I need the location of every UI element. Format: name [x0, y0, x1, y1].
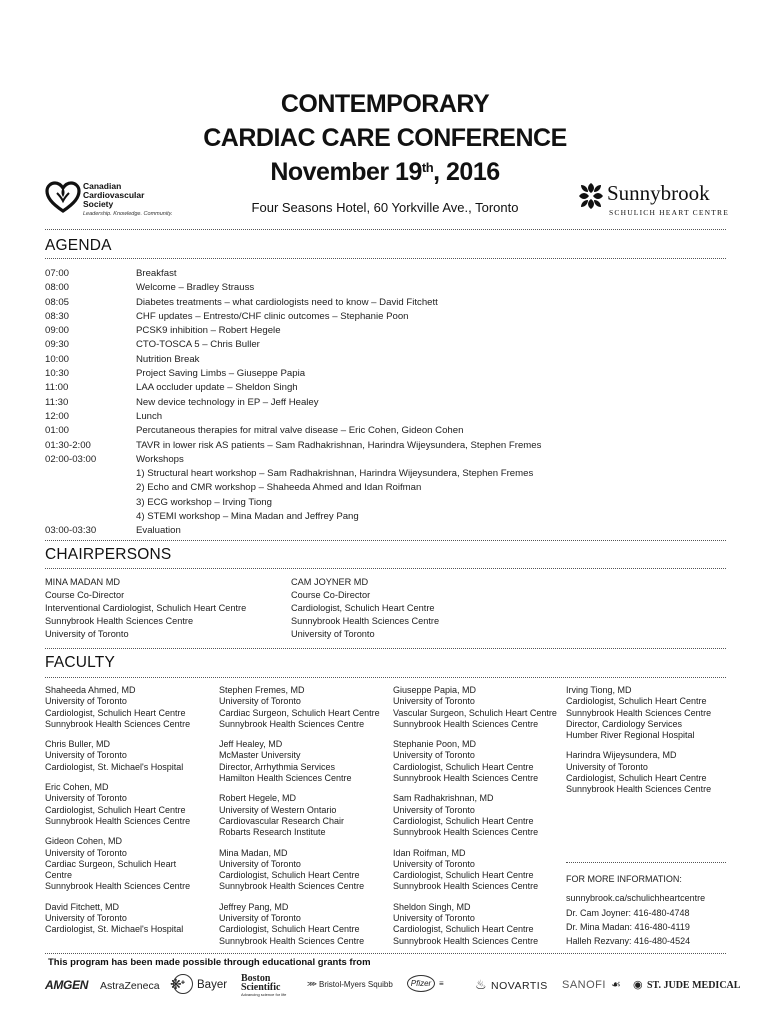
ccs-name-line1: Canadian: [83, 181, 122, 191]
faculty-name: Jeff Healey, MD: [219, 739, 283, 750]
faculty-name: Sheldon Singh, MD: [393, 901, 471, 912]
faculty-detail: Cardiologist, Schulich Heart Centre: [219, 870, 360, 881]
agenda-item: PCSK9 inhibition – Robert Hegele: [136, 325, 281, 337]
agenda-list: [45, 267, 735, 539]
ccs-name-line3: Society: [83, 199, 114, 209]
chairperson-detail: University of Toronto: [291, 628, 375, 639]
agenda-row: [45, 267, 735, 281]
faculty-detail: University of Western Ontario: [219, 804, 337, 815]
agenda-item: Workshops: [136, 453, 184, 465]
agenda-item: 3) ECG workshop – Irving Tiong: [136, 496, 272, 508]
faculty-detail: Cardiologist, Schulich Heart Centre: [393, 815, 534, 826]
faculty-detail: Vascular Surgeon, Schulich Heart Centre: [393, 707, 557, 718]
agenda-time: 02:00-03:00: [45, 453, 97, 465]
agenda-time: [45, 510, 136, 524]
sponsor-amgen: AMGEN: [45, 978, 89, 992]
agenda-heading: AGENDA: [45, 237, 112, 254]
faculty-name: Eric Cohen, MD: [45, 782, 109, 793]
agenda-time: 11:00: [45, 382, 69, 394]
faculty-detail: Cardiologist, Schulich Heart Centre: [45, 804, 186, 815]
faculty-detail: McMaster University: [219, 750, 301, 761]
faculty-name: Jeffrey Pang, MD: [219, 901, 289, 912]
faculty-detail: Cardiac Surgeon, Schulich Heart: [45, 858, 177, 869]
faculty-detail: Director, Cardiology Services: [566, 718, 683, 729]
agenda-time: 09:00: [45, 325, 70, 337]
faculty-detail: Cardiologist, Schulich Heart Centre: [45, 707, 186, 718]
agenda-row: [45, 338, 735, 352]
agenda-row: [45, 367, 735, 381]
faculty-column-3: [393, 685, 557, 956]
faculty-detail: University of Toronto: [45, 696, 127, 707]
faculty-detail: Humber River Regional Hospital: [566, 730, 695, 741]
faculty-name: Mina Madan, MD: [219, 847, 288, 858]
agenda-row: [45, 381, 735, 395]
pfizer-lines-icon: ≡: [439, 979, 443, 988]
agenda-time: 01:30-2:00: [45, 439, 91, 451]
chairperson-detail: Sunnybrook Health Sciences Centre: [45, 615, 194, 626]
agenda-time: 11:30: [45, 396, 69, 408]
faculty-name: Shaheeda Ahmed, MD: [45, 685, 136, 695]
agenda-row: [45, 410, 735, 424]
faculty-detail: University of Toronto: [393, 696, 475, 707]
agenda-item: 4) STEMI workshop – Mina Madan and Jeffrey Pang: [136, 511, 359, 523]
faculty-detail: University of Toronto: [393, 750, 475, 761]
agenda-item: Welcome – Bradley Strauss: [136, 282, 255, 294]
more-info-heading: FOR MORE INFORMATION:: [566, 874, 682, 884]
chairperson-name: MINA MADAN MD: [45, 577, 121, 587]
ccs-heart-icon: [45, 180, 81, 216]
faculty-entry: [45, 836, 190, 892]
divider: [45, 258, 726, 259]
faculty-entry: [45, 739, 190, 773]
divider: [45, 229, 726, 230]
faculty-detail: University of Toronto: [393, 858, 475, 869]
faculty-entry: [45, 782, 190, 827]
sponsor-astrazeneca-swirl-icon: ❋: [170, 976, 182, 992]
faculty-detail: Sunnybrook Health Sciences Centre: [219, 935, 365, 946]
sponsor-st-jude-medical: ST. JUDE MEDICAL: [647, 980, 741, 991]
chairperson-joyner: [291, 576, 439, 641]
faculty-name: Gideon Cohen, MD: [45, 836, 123, 847]
divider: [45, 677, 726, 678]
agenda-time: 01:00: [45, 425, 70, 437]
sunnybrook-name: Sunnybrook: [607, 181, 710, 205]
sanofi-bird-icon: ☙: [611, 979, 621, 991]
chairperson-madan: [45, 576, 246, 641]
faculty-detail: University of Toronto: [566, 761, 648, 772]
faculty-detail: Sunnybrook Health Sciences Centre: [45, 881, 191, 892]
faculty-name: Harindra Wijeysundera, MD: [566, 750, 677, 761]
faculty-column-4: [566, 685, 711, 805]
agenda-item: TAVR in lower risk AS patients – Sam Radhakrishnan, Harindra Wijeysundera, Stephen Fremes: [136, 439, 542, 451]
date-suffix: , 2016: [433, 158, 500, 186]
faculty-detail: University of Toronto: [219, 913, 301, 924]
faculty-detail: Cardiac Surgeon, Schulich Heart Centre: [219, 707, 380, 718]
agenda-time: [45, 496, 136, 510]
faculty-detail: Sunnybrook Health Sciences Centre: [393, 881, 539, 892]
faculty-entry: [393, 793, 557, 838]
faculty-detail: Cardiovascular Research Chair: [219, 815, 345, 826]
conference-title-line1: CONTEMPORARY: [280, 90, 490, 118]
agenda-row: [45, 353, 735, 367]
faculty-detail: Sunnybrook Health Sciences Centre: [393, 935, 539, 946]
agenda-row: [45, 424, 735, 438]
faculty-entry: [566, 685, 711, 741]
date-ordinal: th: [421, 160, 434, 175]
agenda-item: CTO-TOSCA 5 – Chris Buller: [136, 339, 260, 351]
faculty-entry: [219, 902, 380, 947]
faculty-detail: Sunnybrook Health Sciences Centre: [393, 827, 539, 838]
date-prefix: November 19: [270, 158, 422, 186]
agenda-item: 2) Echo and CMR workshop – Shaheeda Ahmed and Idan Roifman: [136, 482, 422, 494]
agenda-row: [45, 310, 735, 324]
faculty-detail: Robarts Research Institute: [219, 827, 326, 838]
faculty-detail: Sunnybrook Health Sciences Centre: [393, 718, 539, 729]
agenda-time: 08:05: [45, 296, 70, 308]
agenda-row: [45, 453, 735, 467]
conference-title-line2: CARDIAC CARE CONFERENCE: [203, 124, 567, 152]
faculty-detail: Sunnybrook Health Sciences Centre: [45, 815, 191, 826]
faculty-entry: [393, 902, 557, 947]
agenda-item: Diabetes treatments – what cardiologists need to know – David Fitchett: [136, 296, 438, 308]
faculty-detail: Sunnybrook Health Sciences Centre: [566, 707, 712, 718]
boston-scientific-tagline: Advancing science for life: [241, 992, 287, 997]
ccs-name-line2: Cardiovascular: [83, 190, 145, 200]
more-info-website[interactable]: sunnybrook.ca/schulichheartcentre: [566, 893, 706, 903]
sponsor-bayer: Bayer: [197, 979, 228, 991]
agenda-row: [45, 296, 735, 310]
agenda-row: [45, 439, 735, 453]
sunnybrook-flower-icon: [577, 181, 605, 211]
agenda-time: 08:30: [45, 310, 70, 322]
faculty-name: Idan Roifman, MD: [393, 847, 466, 858]
agenda-time: [45, 467, 136, 481]
faculty-detail: University of Toronto: [393, 913, 475, 924]
agenda-time: 08:00: [45, 282, 70, 294]
faculty-name: Robert Hegele, MD: [219, 793, 297, 804]
ccs-tagline: Leadership. Knowledge. Community.: [83, 211, 173, 217]
grants-statement: This program has been made possible through educational grants from: [48, 957, 371, 968]
agenda-row: [45, 324, 735, 338]
sponsor-sanofi: SANOFI: [562, 979, 606, 991]
chairpersons-heading: CHAIRPERSONS: [45, 546, 172, 563]
chairperson-detail: Course Co-Director: [45, 589, 125, 600]
divider: [566, 862, 726, 863]
faculty-detail: Sunnybrook Health Sciences Centre: [219, 881, 365, 892]
faculty-name: Sam Radhakrishnan, MD: [393, 793, 494, 804]
faculty-detail: Sunnybrook Health Sciences Centre: [45, 718, 191, 729]
agenda-item: Lunch: [136, 410, 163, 422]
faculty-detail: Cardiologist, St. Michael's Hospital: [45, 924, 184, 935]
faculty-entry: [393, 685, 557, 730]
faculty-entry: [219, 739, 380, 784]
agenda-time: 10:30: [45, 368, 70, 380]
sponsor-pfizer: Pfizer: [407, 975, 435, 992]
chairperson-name: CAM JOYNER MD: [291, 577, 369, 587]
faculty-name: David Fitchett, MD: [45, 901, 120, 912]
faculty-detail: Centre: [45, 870, 73, 881]
agenda-time: [45, 481, 136, 495]
faculty-detail: Director, Arrhythmia Services: [219, 761, 336, 772]
agenda-item: Project Saving Limbs – Giuseppe Papia: [136, 368, 306, 380]
faculty-name: Chris Buller, MD: [45, 739, 111, 750]
agenda-item: Evaluation: [136, 525, 181, 537]
chairperson-detail: Sunnybrook Health Sciences Centre: [291, 615, 440, 626]
faculty-detail: University of Toronto: [219, 696, 301, 707]
faculty-detail: Sunnybrook Health Sciences Centre: [566, 784, 712, 795]
contact-joyner: Dr. Cam Joyner: 416-480-4748: [566, 908, 690, 918]
chairperson-detail: Interventional Cardiologist, Schulich Heart Centre: [45, 602, 247, 613]
faculty-entry: [393, 848, 557, 893]
faculty-name: Giuseppe Papia, MD: [393, 685, 477, 695]
agenda-item: 1) Structural heart workshop – Sam Radhakrishnan, Harindra Wijeysundera, Stephen Fremes: [136, 468, 534, 480]
agenda-item: Nutrition Break: [136, 353, 200, 365]
faculty-detail: University of Toronto: [219, 858, 301, 869]
divider: [45, 540, 726, 541]
faculty-detail: Cardiologist, Schulich Heart Centre: [219, 924, 360, 935]
contact-madan: Dr. Mina Madan: 416-480-4119: [566, 922, 690, 932]
venue: Four Seasons Hotel, 60 Yorkville Ave., Toronto: [251, 200, 519, 215]
faculty-detail: Cardiologist, St. Michael's Hospital: [45, 761, 184, 772]
ccs-logo: [45, 177, 185, 223]
agenda-item: CHF updates – Entresto/CHF clinic outcomes – Stephanie Poon: [136, 310, 409, 322]
chairperson-detail: Course Co-Director: [291, 589, 371, 600]
agenda-time: 09:30: [45, 339, 70, 351]
faculty-detail: University of Toronto: [393, 804, 475, 815]
faculty-entry: [45, 685, 190, 730]
st-jude-globe-icon: ◉: [633, 979, 643, 991]
agenda-row: [45, 396, 735, 410]
agenda-item: Percutaneous therapies for mitral valve disease – Eric Cohen, Gideon Cohen: [136, 425, 464, 437]
faculty-detail: Cardiologist, Schulich Heart Centre: [393, 761, 534, 772]
sponsor-boston-scientific: Boston Scientific: [241, 973, 281, 993]
faculty-detail: Cardiologist, Schulich Heart Centre: [566, 773, 707, 784]
divider: [45, 648, 726, 649]
faculty-detail: Sunnybrook Health Sciences Centre: [219, 718, 365, 729]
divider: [45, 568, 726, 569]
agenda-time: 12:00: [45, 410, 70, 422]
faculty-name: Stephen Fremes, MD: [219, 685, 305, 695]
sponsor-bms: Bristol-Myers Squibb: [319, 980, 393, 989]
agenda-time: 03:00-03:30: [45, 525, 97, 537]
agenda-row: [45, 481, 735, 495]
agenda-time: 07:00: [45, 268, 70, 279]
faculty-heading: FACULTY: [45, 654, 116, 671]
bms-mark-icon: ⋙: [307, 981, 316, 988]
contact-rezvany: Halleh Rezvany: 416-480-4524: [566, 936, 691, 946]
agenda-item: New device technology in EP – Jeff Healey: [136, 396, 319, 408]
chairperson-detail: Cardiologist, Schulich Heart Centre: [291, 602, 435, 613]
faculty-detail: University of Toronto: [45, 793, 127, 804]
chairperson-detail: University of Toronto: [45, 628, 129, 639]
agenda-row: [45, 510, 735, 524]
faculty-detail: Hamilton Health Sciences Centre: [219, 773, 352, 784]
sponsor-novartis: NOVARTIS: [491, 980, 548, 992]
faculty-detail: Cardiologist, Schulich Heart Centre: [393, 924, 534, 935]
faculty-detail: Cardiologist, Schulich Heart Centre: [393, 870, 534, 881]
agenda-row: [45, 467, 735, 481]
novartis-flame-icon: ♨: [475, 977, 487, 992]
faculty-entry: [45, 902, 190, 936]
faculty-column-1: [45, 685, 190, 945]
agenda-row: [45, 281, 735, 295]
faculty-column-2: [219, 685, 380, 956]
agenda-time: 10:00: [45, 353, 70, 365]
ccs-name: [83, 182, 144, 209]
divider: [45, 953, 726, 954]
faculty-entry: [219, 848, 380, 893]
sponsor-astrazeneca: AstraZeneca: [100, 980, 160, 992]
faculty-detail: Sunnybrook Health Sciences Centre: [393, 773, 539, 784]
faculty-name: Stephanie Poon, MD: [393, 739, 477, 750]
faculty-entry: [393, 739, 557, 784]
bayer-cross-icon: ✚: [173, 974, 193, 994]
faculty-detail: University of Toronto: [45, 750, 127, 761]
faculty-detail: University of Toronto: [45, 847, 127, 858]
faculty-name: Irving Tiong, MD: [566, 685, 632, 695]
agenda-item: Breakfast: [136, 268, 177, 279]
sunnybrook-subtitle: SCHULICH HEART CENTRE: [609, 208, 730, 217]
sponsor-logos: [45, 973, 741, 998]
agenda-item: LAA occluder update – Sheldon Singh: [136, 382, 298, 394]
faculty-detail: Cardiologist, Schulich Heart Centre: [566, 696, 707, 707]
agenda-row: [45, 496, 735, 510]
faculty-entry: [219, 685, 380, 730]
faculty-entry: [219, 793, 380, 838]
agenda-row: [45, 524, 735, 538]
faculty-entry: [566, 750, 711, 795]
sunnybrook-logo: [577, 181, 732, 221]
faculty-detail: University of Toronto: [45, 913, 127, 924]
